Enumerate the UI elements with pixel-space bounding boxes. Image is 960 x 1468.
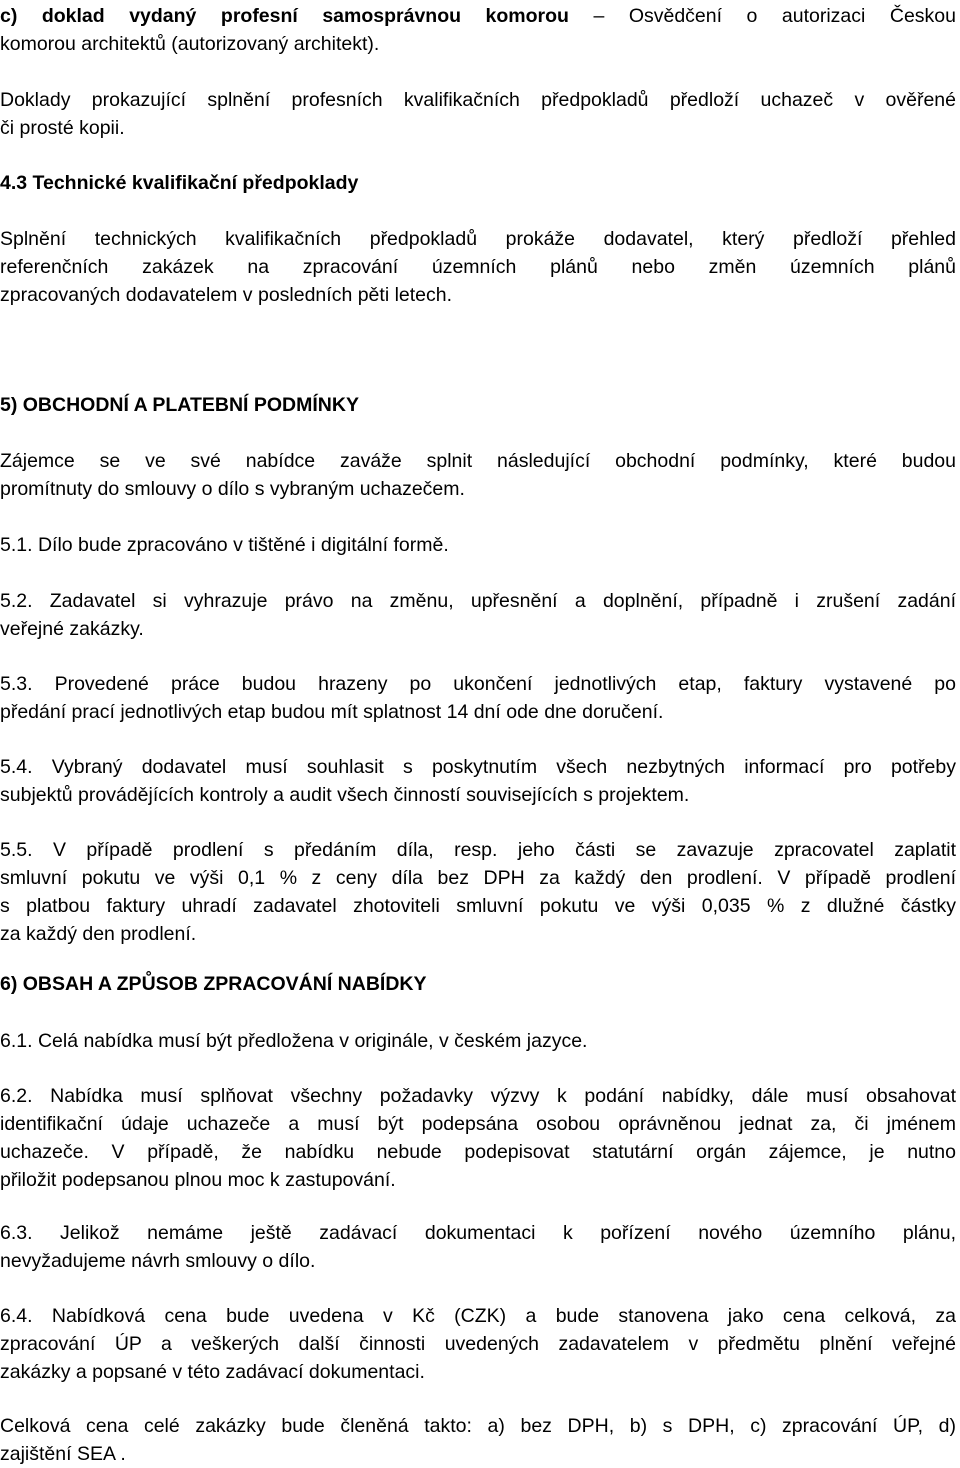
section-5-heading: 5) OBCHODNÍ A PLATEBNÍ PODMÍNKY — [0, 394, 359, 416]
clause-5-5-line: 5.5. V případě prodlení s předáním díla, resp. jeho části se zavazuje zpracovatel zaplatit — [0, 839, 956, 861]
clause-5-5-line: s platbou faktury uhradí zadavatel zhotoviteli smluvní pokutu ve výši 0,035 % z dlužné částky — [0, 895, 956, 917]
clause-6-2-line: 6.2. Nabídka musí splňovat všechny požadavky výzvy k podání nabídky, dále musí obsahovat — [0, 1085, 956, 1107]
item-c-line-1 — [0, 2, 956, 30]
section-5-intro — [0, 447, 956, 503]
clause-6-4 — [0, 1302, 956, 1386]
final-price-paragraph — [0, 1412, 956, 1468]
clause-6-4-line: 6.4. Nabídková cena bude uvedena v Kč (CZK) a bude stanovena jako cena celková, za — [0, 1305, 956, 1327]
doklady-line-2: či prosté kopii. — [0, 117, 125, 139]
section-4-3-paragraph — [0, 225, 956, 309]
clause-5-1-line: 5.1. Dílo bude zpracováno v tištěné i digitální formě. — [0, 534, 449, 556]
clause-6-2 — [0, 1082, 956, 1194]
clause-5-5-line: smluvní pokutu ve výši 0,1 % z ceny díla bez DPH za každý den prodlení. V případě prodlení — [0, 867, 956, 889]
section-5-intro-line: promítnuty do smlouvy o dílo s vybraným uchazečem. — [0, 478, 465, 500]
clause-5-3-line: 5.3. Provedené práce budou hrazeny po ukončení jednotlivých etap, faktury vystavené po — [0, 673, 956, 695]
item-c-bold-lead: c) doklad vydaný profesní samosprávnou komorou — [0, 5, 569, 27]
clause-6-4-line: zpracování ÚP a veškerých další činnosti uvedených zadavatelem v předmětu plnění veřejné — [0, 1333, 956, 1355]
item-c-lead-rest: – Osvědčení o autorizaci Českou — [568, 5, 956, 27]
clause-5-5-line: za každý den prodlení. — [0, 923, 197, 945]
section-4-3-line: Splnění technických kvalifikačních předpokladů prokáže dodavatel, který předloží přehled — [0, 228, 956, 250]
clause-5-5 — [0, 836, 956, 948]
clause-6-1-line: 6.1. Celá nabídka musí být předložena v originále, v českém jazyce. — [0, 1030, 588, 1052]
clause-6-2-line: identifikační údaje uchazeče a musí být podepsána osobou oprávněnou jednat za, či jménem — [0, 1113, 956, 1135]
item-c-paragraph — [0, 2, 956, 58]
clause-6-3-line: 6.3. Jelikož nemáme ještě zadávací dokumentaci k pořízení nového územního plánu, — [0, 1222, 956, 1244]
doklady-line-1: Doklady prokazující splnění profesních kvalifikačních předpokladů předloží uchazeč v ověřené — [0, 89, 956, 111]
section-5-intro-line: Zájemce se ve své nabídce zaváže splnit následující obchodní podmínky, které budou — [0, 450, 956, 472]
clause-5-1 — [0, 531, 956, 559]
section-6-heading: 6) OBSAH A ZPŮSOB ZPRACOVÁNÍ NABÍDKY — [0, 973, 427, 995]
clause-6-4-line: zakázky a popsané v této zadávací dokumentaci. — [0, 1361, 425, 1383]
clause-6-3-line: nevyžadujeme návrh smlouvy o dílo. — [0, 1250, 316, 1272]
clause-5-2 — [0, 587, 956, 643]
clause-5-4-line: 5.4. Vybraný dodavatel musí souhlasit s poskytnutím všech nezbytných informací pro potřeby — [0, 756, 956, 778]
section-4-3-line: referenčních zakázek na zpracování územních plánů nebo změn územních plánů — [0, 256, 956, 278]
clause-5-3 — [0, 670, 956, 726]
final-price-line: zajištění SEA . — [0, 1443, 126, 1465]
clause-5-2-line: 5.2. Zadavatel si vyhrazuje právo na změnu, upřesnění a doplnění, případně i zrušení zadání — [0, 590, 956, 612]
clause-6-3 — [0, 1219, 956, 1275]
clause-6-2-line: uchazeče. V případě, že nabídku nebude podepisovat statutární orgán zájemce, je nutno — [0, 1141, 956, 1163]
section-4-3-line: zpracovaných dodavatelem v posledních pěti letech. — [0, 284, 453, 306]
clause-5-4 — [0, 753, 956, 809]
clause-6-2-line: přiložit podepsanou plnou moc k zastupování. — [0, 1169, 396, 1191]
clause-5-3-line: předání prací jednotlivých etap budou mít splatnost 14 dní ode dne doručení. — [0, 701, 664, 723]
item-c-line-2: komorou architektů (autorizovaný architekt). — [0, 33, 380, 55]
clause-5-2-line: veřejné zakázky. — [0, 618, 144, 640]
clause-6-1 — [0, 1027, 956, 1055]
section-4-3-heading: 4.3 Technické kvalifikační předpoklady — [0, 172, 359, 194]
doklady-paragraph — [0, 86, 956, 142]
final-price-line: Celková cena celé zakázky bude členěná takto: a) bez DPH, b) s DPH, c) zpracování ÚP, d) — [0, 1415, 956, 1437]
clause-5-4-line: subjektů provádějících kontroly a audit všech činností souvisejících s projektem. — [0, 784, 690, 806]
